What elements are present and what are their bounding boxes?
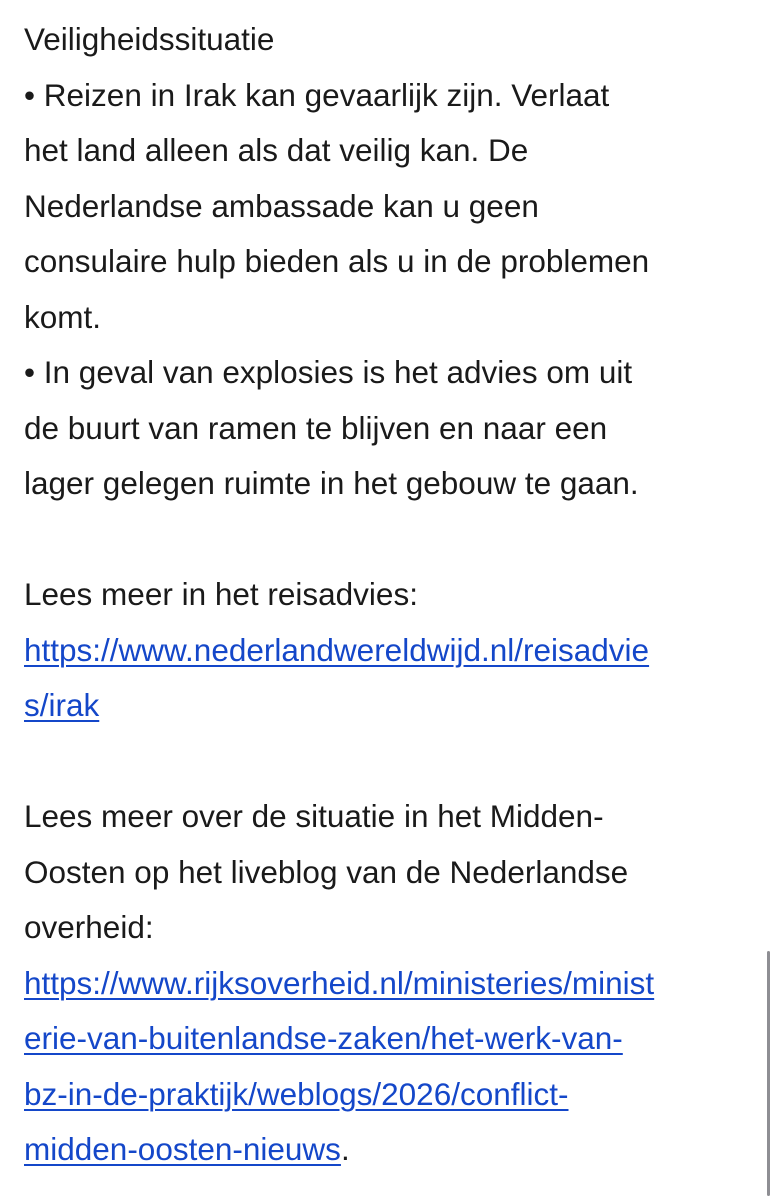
liveblog-intro-line-1: Lees meer over de situatie in het Midden- [24,798,604,834]
reisadvies-link[interactable]: https://www.nederlandwereldwijd.nl/reisadvie [24,631,650,668]
bullet-1-line-3: Nederlandse ambassade kan u geen [24,187,539,224]
paragraph-spacer [24,512,744,568]
bullet-1-line-2: het land alleen als dat veilig kan. De [24,132,529,168]
liveblog-link-continued[interactable]: erie-van-buitenlandse-zaken/het-werk-van- [24,1020,623,1056]
reisadvies-intro: Lees meer in het reisadvies: [24,576,418,612]
liveblog-link-line-2 [24,1011,744,1067]
liveblog-link-line-3 [24,1067,744,1123]
liveblog-intro-line-2: Oosten op het liveblog van de Nederlandse [24,853,629,890]
message-body [24,12,744,1178]
bullet-1-line-1: • Reizen in Irak kan gevaarlijk zijn. Verlaat [24,76,610,113]
liveblog-link[interactable]: https://www.rijksoverheid.nl/ministeries/minist [24,964,655,1001]
section-heading: Veiligheidssituatie [24,21,275,57]
liveblog-link-continued[interactable]: bz-in-de-praktijk/weblogs/2026/conflict- [24,1075,569,1112]
liveblog-link-line-4 [24,1122,744,1178]
liveblog-link-continued[interactable]: midden-oosten-nieuws [24,1131,341,1167]
reisadvies-link-line-1 [24,623,744,679]
bullet-2-line-1: • In geval van explosies is het advies om uit [24,354,633,390]
reisadvies-link-line-2 [24,678,744,734]
final-period: . [340,1131,350,1167]
bullet-2-line-2: de buurt van ramen te blijven en naar een [24,409,608,446]
paragraph-spacer [24,734,744,790]
liveblog-intro-line-3: overheid: [24,909,154,945]
liveblog-link-line-1 [24,956,744,1012]
reisadvies-link-continued[interactable]: s/irak [24,687,100,723]
bullet-2-line-3: lager gelegen ruimte in het gebouw te gaan. [24,465,639,501]
scrollbar-thumb[interactable] [767,951,770,1196]
bullet-1-line-4: consulaire hulp bieden als u in de problemen [24,243,650,279]
bullet-1-line-5: komt. [24,298,102,335]
